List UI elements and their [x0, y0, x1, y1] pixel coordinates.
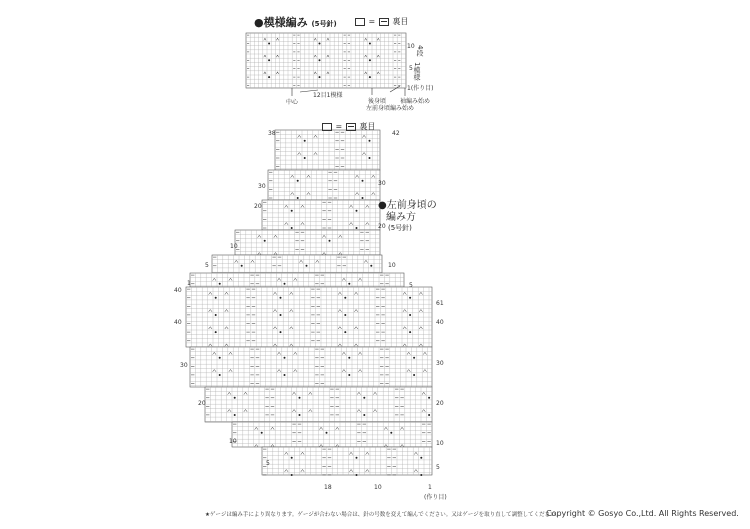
main-chart-block	[235, 230, 380, 255]
pattern-back-label: 後身頃	[368, 98, 387, 105]
left-row-label: 10	[229, 438, 237, 445]
left-row-label: 20	[254, 203, 262, 210]
left-row-label: 5	[266, 460, 270, 467]
right-row-label: 20	[378, 223, 386, 230]
pattern-center-label: 中心	[286, 99, 299, 106]
main-chart-block	[262, 200, 380, 230]
right-row-label: 61	[436, 300, 444, 307]
left-row-label: 30	[258, 183, 266, 190]
pattern-side-count: 4段	[416, 45, 424, 57]
main-chart-block	[232, 422, 432, 447]
right-row-label: 5	[409, 282, 413, 289]
pattern-row-10: 10	[407, 43, 415, 50]
pattern-row-1: 1(作り目)	[407, 85, 434, 92]
pattern-rib-label: 袖編み始め	[400, 98, 431, 105]
stitch-label: 18	[324, 484, 332, 491]
main-chart-block	[275, 130, 380, 170]
main-chart-block	[262, 447, 432, 476]
left-row-label: 30	[180, 362, 188, 369]
main-chart-block	[190, 273, 404, 287]
left-row-label: 1	[187, 280, 191, 287]
main-chart-block	[268, 170, 380, 200]
right-row-label: 30	[378, 180, 386, 187]
main-needle: (5号針)	[388, 224, 412, 232]
left-row-label: 38	[268, 130, 276, 137]
main-chart-block	[186, 287, 432, 347]
main-legend: = 裏目	[321, 121, 375, 132]
main-chart-block	[190, 347, 432, 387]
pattern-front-label: 左前身頃編み始め	[366, 105, 415, 112]
left-row-label: 40	[174, 287, 182, 294]
left-row-label: 10	[230, 243, 238, 250]
pattern-chart-grid	[246, 33, 406, 88]
purl-symbol	[346, 123, 356, 131]
empty-cell-symbol	[322, 123, 332, 131]
pattern-repeat-label: 12目1模様	[313, 92, 343, 99]
pattern-needle: (5号針)	[311, 20, 337, 28]
main-title-line1: ●左前身頃の	[378, 200, 437, 211]
pattern-row-5: 5	[409, 65, 413, 72]
stitch-label: 10	[374, 484, 382, 491]
copyright: Copyright © Gosyo Co.,Ltd. All Rights Reserved.	[546, 509, 739, 518]
right-row-label: 30	[436, 360, 444, 367]
right-row-label: 10	[388, 262, 396, 269]
gauge-note: ★ゲージは編み手により異なります。ゲージが合わない場合は、針の号数を変えて編んでください。又はゲージを取り直して調整してください。	[205, 512, 562, 518]
left-row-label: 20	[198, 400, 206, 407]
cast-on-label: (作り目)	[424, 494, 447, 501]
right-row-label: 5	[436, 464, 440, 471]
stitch-label: 1	[428, 484, 432, 491]
right-row-label: 10	[436, 440, 444, 447]
right-row-label: 20	[436, 400, 444, 407]
pattern-legend: = 裏目	[354, 16, 408, 27]
main-chart-block	[205, 387, 432, 422]
right-row-label: 40	[436, 319, 444, 326]
left-row-label: 5	[205, 262, 209, 269]
main-title-line2: 編み方	[386, 212, 416, 223]
right-row-label: 42	[392, 130, 400, 137]
pattern-title: ●模様編み (5号針)	[254, 16, 337, 29]
left-row-label: 40	[174, 319, 182, 326]
pattern-side-label: 1模様	[413, 62, 421, 81]
main-chart-block	[212, 255, 382, 273]
